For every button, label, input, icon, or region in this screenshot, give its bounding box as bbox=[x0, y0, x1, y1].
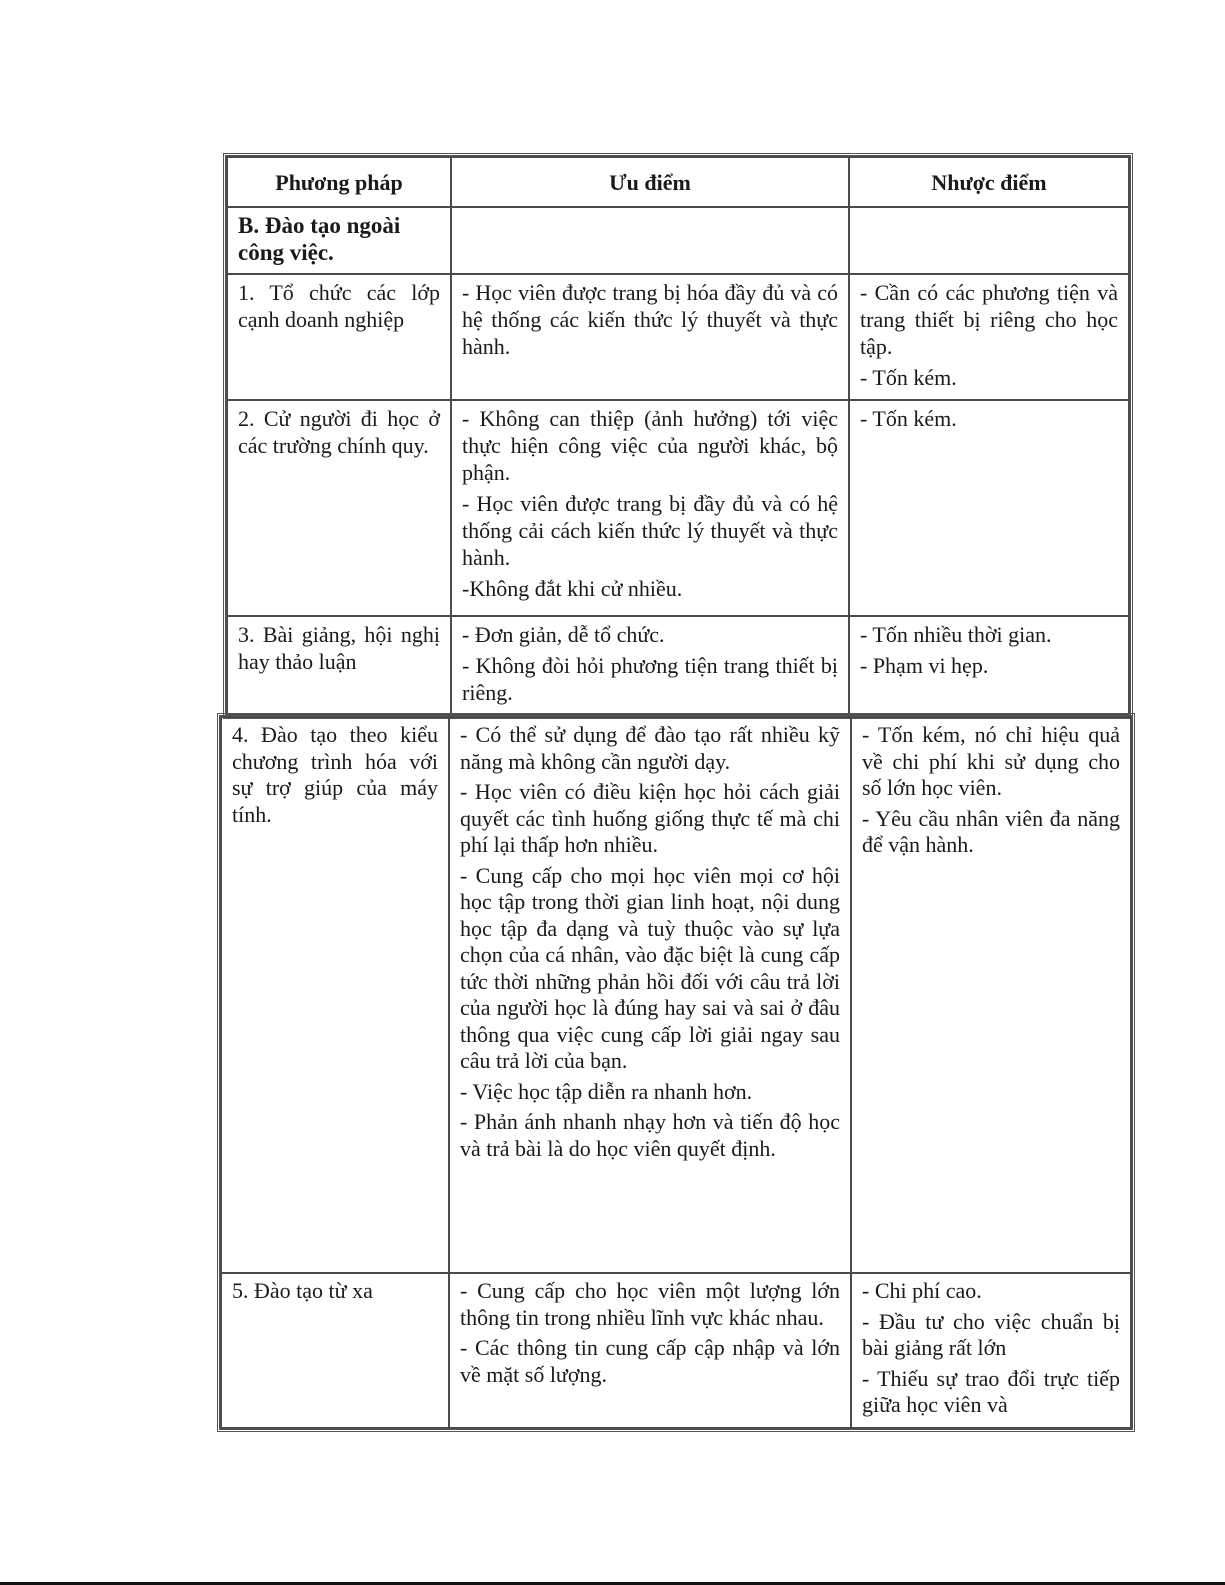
advantage-item: - Cung cấp cho học viên một lượng lớn thông tin trong nhiều lĩnh vực khác nhau. bbox=[460, 1278, 840, 1330]
advantage-item: - Học viên có điều kiện học hỏi cách giải quyết các tình huống giống thực tế mà chi phí lại thấp hơn nhiều. bbox=[460, 779, 840, 857]
advantages-cell bbox=[451, 400, 849, 616]
disadvantage-item: - Tốn kém. bbox=[860, 365, 957, 390]
header-method: Phương pháp bbox=[227, 157, 451, 207]
training-methods-table-part2 bbox=[220, 716, 1132, 1429]
advantage-item: - Việc học tập diễn ra nhanh hơn. bbox=[460, 1078, 753, 1104]
table-row bbox=[227, 274, 1129, 400]
disadvantage-item: - Chi phí cao. bbox=[862, 1278, 982, 1303]
advantage-item: - Không đòi hỏi phương tiện trang thiết bị riêng. bbox=[462, 653, 838, 705]
disadvantages-cell bbox=[849, 400, 1129, 616]
section-title: B. Đào tạo ngoài công việc. bbox=[227, 207, 451, 274]
disadvantages-cell bbox=[849, 616, 1129, 715]
advantage-item: - Cung cấp cho mọi học viên mọi cơ hội học tập trong thời gian linh hoạt, nội dung học tập đa dạng và tuỳ thuộc vào sự lựa chọn của cá nhân, vào đặc biệt là cung cấp tức thời những phản hồi đối với câu trả lời của người học là đúng hay sai và sai ở đâu thông qua việc cung cấp lời giải ngay sau câu trả lời của bạn. bbox=[460, 862, 840, 1073]
advantage-item: - Đơn giản, dễ tổ chức. bbox=[462, 622, 665, 647]
disadvantage-item: - Cần có các phương tiện và trang thiết bị riêng cho học tập. bbox=[860, 280, 1118, 359]
disadvantage-item: - Tốn kém, nó chỉ hiệu quả về chi phí khi sử dụng cho số lớn học viên. bbox=[862, 722, 1120, 800]
advantage-item: - Học viên được trang bị hóa đầy đủ và có hệ thống các kiến thức lý thuyết và thực hành. bbox=[462, 280, 838, 359]
table-header-row bbox=[227, 157, 1129, 207]
method-cell: 2. Cử người đi học ở các trường chính quy. bbox=[227, 400, 451, 616]
advantages-cell bbox=[451, 274, 849, 400]
table-row bbox=[221, 1273, 1131, 1428]
training-methods-table-part1 bbox=[226, 156, 1130, 716]
table-row bbox=[227, 616, 1129, 715]
advantage-item: - Phản ánh nhanh nhạy hơn và tiến độ học và trả bài là do học viên quyết định. bbox=[460, 1109, 840, 1161]
disadvantage-item: - Đầu tư cho việc chuẩn bị bài giảng rất lớn bbox=[862, 1308, 1120, 1360]
advantage-item: - Có thể sử dụng để đào tạo rất nhiều kỹ năng mà không cần người dạy. bbox=[460, 722, 840, 774]
section-empty-cell bbox=[849, 207, 1129, 274]
disadvantages-cell bbox=[849, 274, 1129, 400]
advantage-item: - Học viên được trang bị đầy đủ và có hệ thống cải cách kiến thức lý thuyết và thực hành. bbox=[462, 491, 838, 570]
advantage-item: -Không đắt khi cử nhiều. bbox=[462, 576, 683, 601]
method-cell: 1. Tổ chức các lớp cạnh doanh nghiệp bbox=[227, 274, 451, 400]
method-cell: 5. Đào tạo từ xa bbox=[221, 1273, 449, 1428]
header-disadvantages: Nhược điểm bbox=[849, 157, 1129, 207]
table-row bbox=[227, 400, 1129, 616]
header-advantages: Ưu điểm bbox=[451, 157, 849, 207]
table-row bbox=[221, 717, 1131, 1273]
method-cell: 3. Bài giảng, hội nghị hay thảo luận bbox=[227, 616, 451, 715]
advantages-cell bbox=[449, 1273, 851, 1428]
method-cell: 4. Đào tạo theo kiểu chương trình hóa với sự trợ giúp của máy tính. bbox=[221, 717, 449, 1273]
disadvantage-item: - Phạm vi hẹp. bbox=[860, 653, 989, 678]
advantages-cell bbox=[449, 717, 851, 1273]
disadvantage-item: - Thiếu sự trao đổi trực tiếp giữa học viên và bbox=[862, 1365, 1120, 1417]
disadvantages-cell bbox=[851, 1273, 1131, 1428]
disadvantage-item: - Tốn nhiều thời gian. bbox=[860, 622, 1052, 647]
section-row bbox=[227, 207, 1129, 274]
disadvantage-item: - Yêu cầu nhân viên đa năng để vận hành. bbox=[862, 805, 1120, 857]
advantages-cell bbox=[451, 616, 849, 715]
advantage-item: - Các thông tin cung cấp cập nhập và lớn về mặt số lượng. bbox=[460, 1335, 840, 1387]
disadvantage-item: - Tốn kém. bbox=[860, 406, 957, 431]
advantage-item: - Không can thiệp (ảnh hưởng) tới việc thực hiện công việc của người khác, bộ phận. bbox=[462, 406, 838, 485]
disadvantages-cell bbox=[851, 717, 1131, 1273]
section-empty-cell bbox=[451, 207, 849, 274]
